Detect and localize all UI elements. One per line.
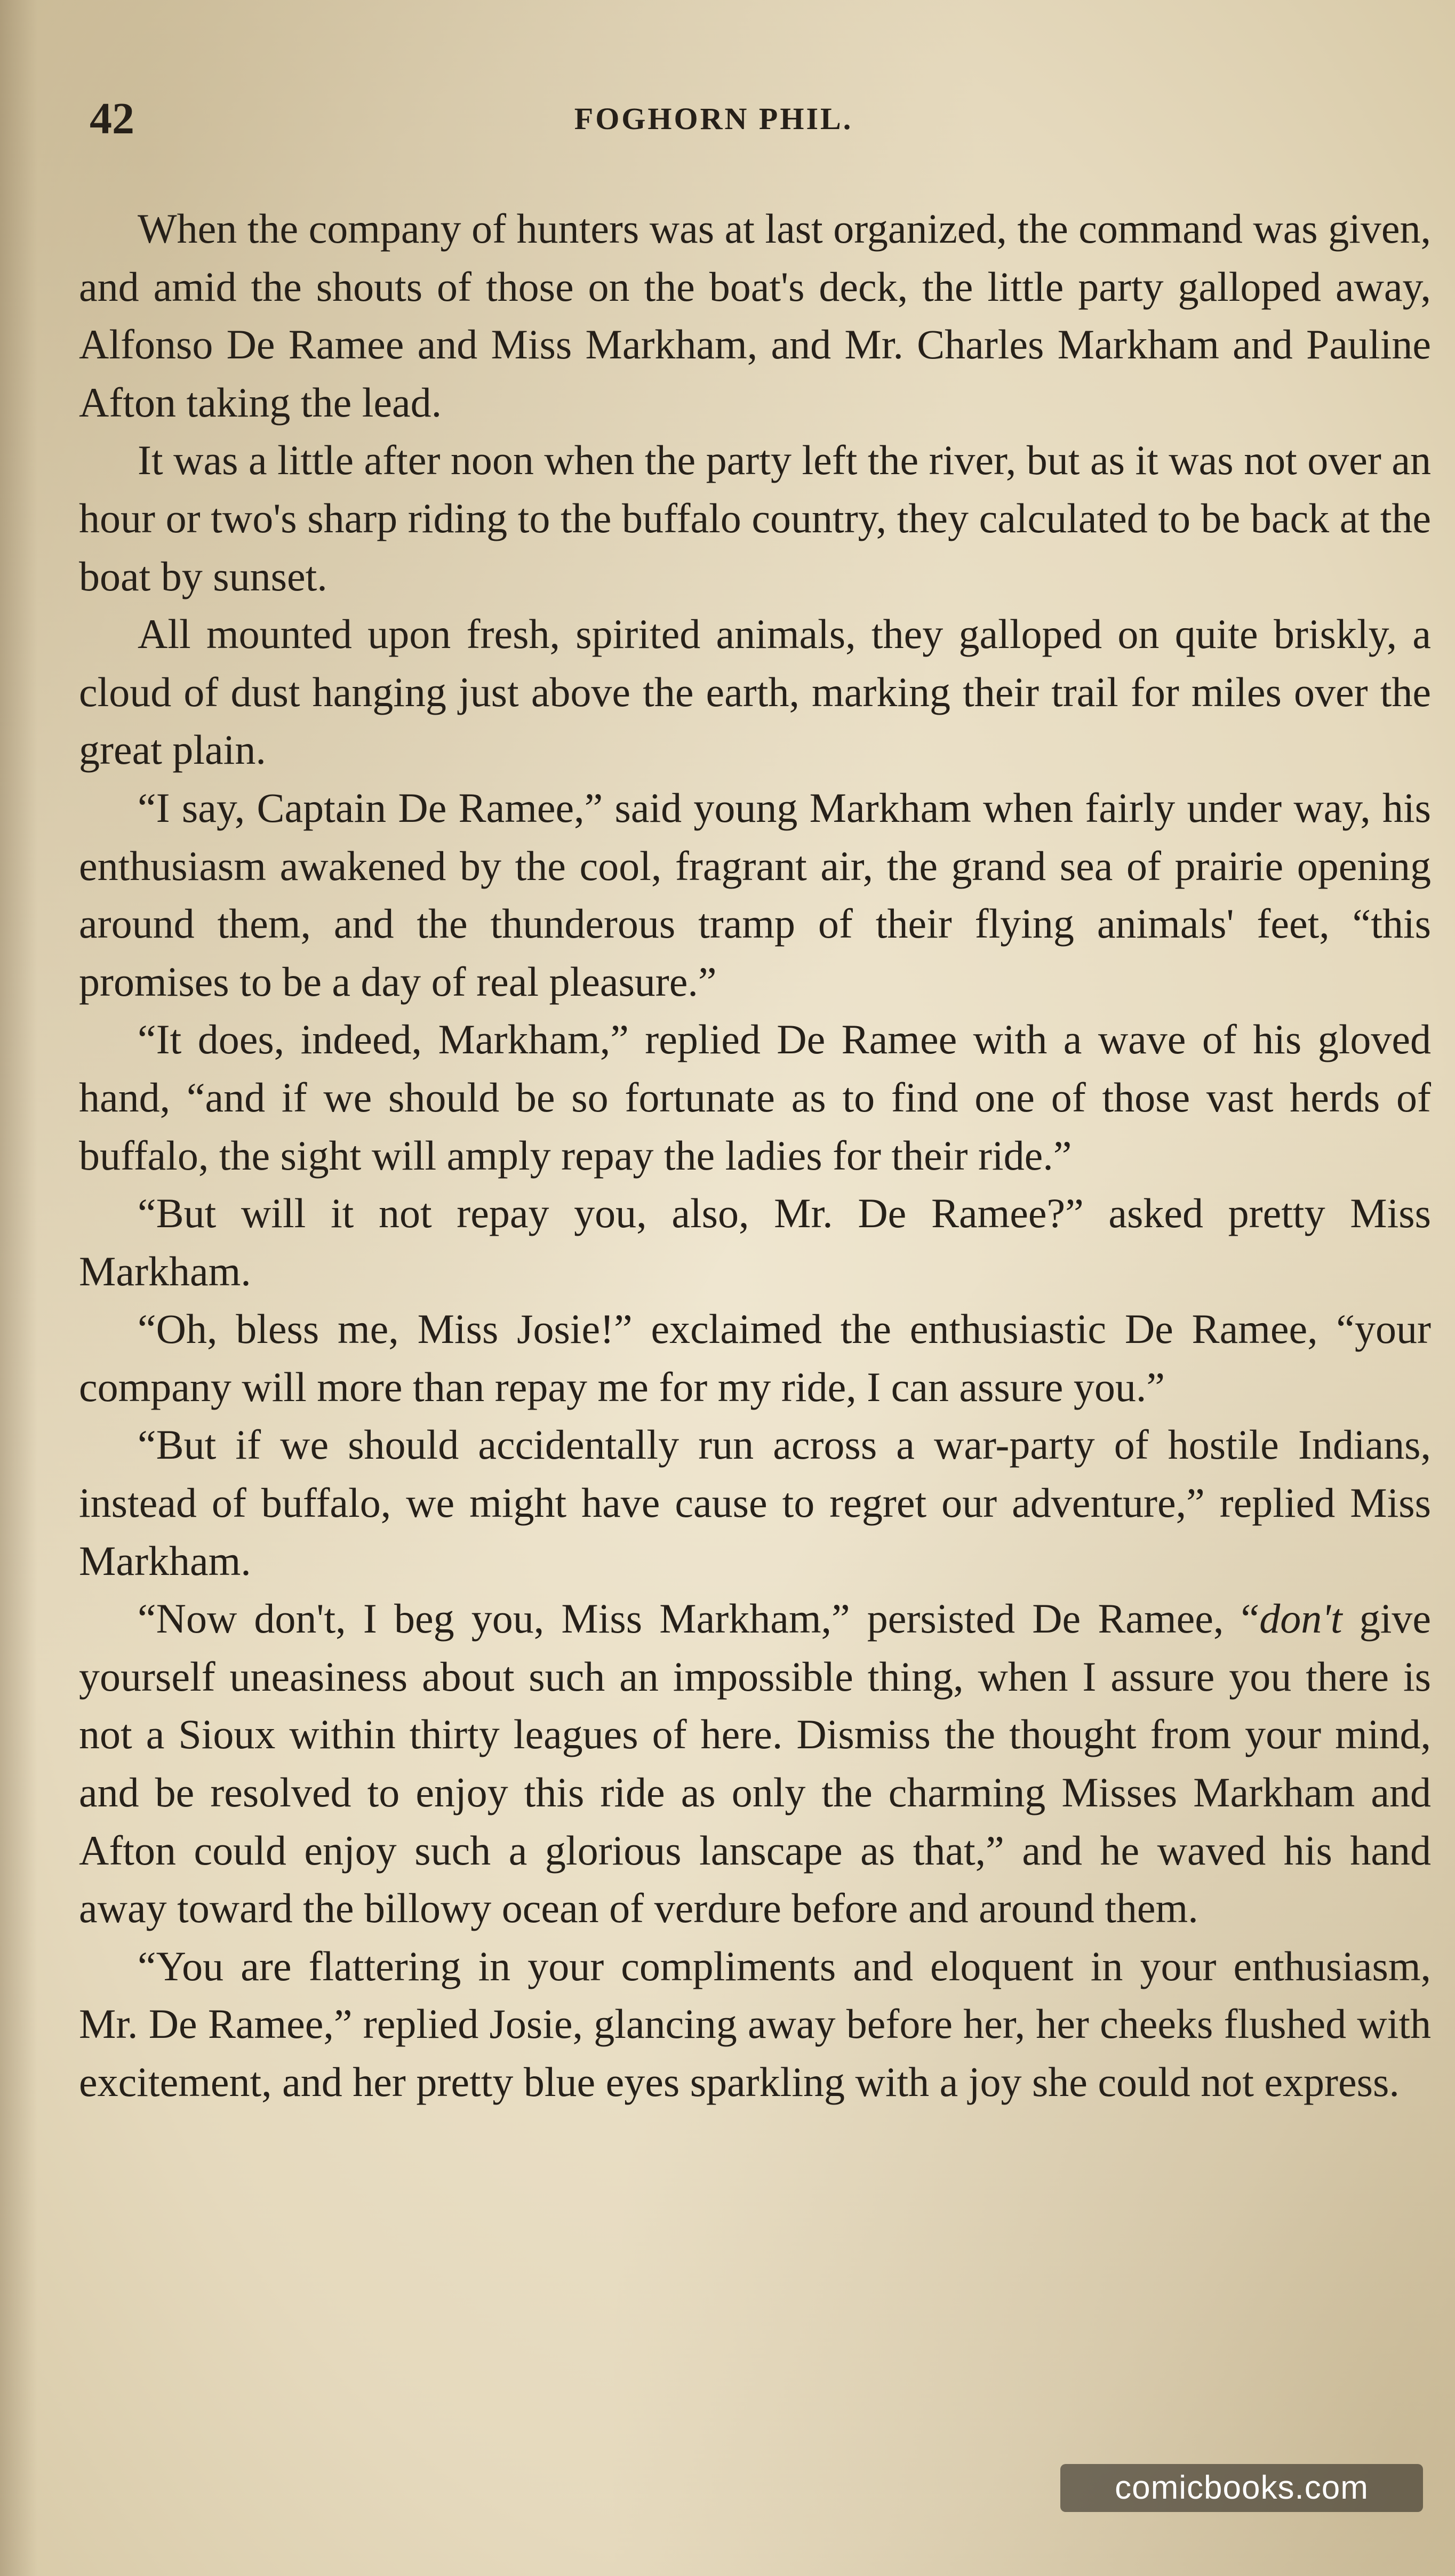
paragraph-9-part-1: “Now don't, I beg you, Miss Markham,” persisted De Ramee, “ <box>138 1595 1260 1642</box>
paragraph-9-italic: don't <box>1259 1595 1342 1642</box>
paragraph-9-part-2: give yourself uneasiness about such an impossible thing, when I assure you there is not a Sioux within thirty leagues of here. Dismiss the thought from your mind, and be resolved to enjoy this ride as only the charming Misses Markham and Afton could enjoy such a glorious lanscape as that,” and he waved his hand away toward the billowy ocean of verdure before and around them. <box>79 1595 1431 1932</box>
watermark-badge <box>1060 2464 1423 2512</box>
paragraph-10: “You are flattering in your compliments and eloquent in your enthusiasm, Mr. De Ramee,” replied Josie, glancing away before her, her cheeks flushed with excitement, and her pretty blue eyes sparkling with a joy she could not express. <box>79 1942 1431 2105</box>
paragraph-2: It was a little after noon when the party left the river, but as it was not over an hour or two's sharp riding to the buffalo country, they calculated to be back at the boat by sunset. <box>79 437 1431 599</box>
paragraph-1: When the company of hunters was at last organized, the command was given, and amid the shouts of those on the boat's deck, the little party galloped away, Alfonso De Ramee and Miss Markham, and Mr. Charles Markham and Pauline Afton taking the lead. <box>79 205 1431 426</box>
page-binding-shadow <box>0 0 37 2576</box>
page-number: 42 <box>90 94 134 143</box>
running-head: FOGHORN PHIL. <box>574 101 853 136</box>
paragraph-6: “But will it not repay you, also, Mr. De Ramee?” asked pretty Miss Markham. <box>79 1190 1431 1294</box>
paragraph-8: “But if we should accidentally run across a war-party of hostile Indians, instead of buffalo, we might have cause to regret our adventure,” replied Miss Markham. <box>79 1421 1431 1584</box>
paragraph-4: “I say, Captain De Ramee,” said young Markham when fairly under way, his enthusiasm awakened by the cool, fragrant air, the grand sea of prairie opening around them, and the thunderous tramp of their flying animals' feet, “this promises to be a day of real pleasure.” <box>79 784 1431 1005</box>
paragraph-7: “Oh, bless me, Miss Josie!” exclaimed the enthusiastic De Ramee, “your company will more than repay me for my ride, I can assure you.” <box>79 1306 1431 1410</box>
body-text <box>79 200 1431 2111</box>
page-header <box>90 90 1338 148</box>
paragraph-9 <box>79 1590 1431 1938</box>
paragraph-3: All mounted upon fresh, spirited animals, they galloped on quite briskly, a cloud of dust hanging just above the earth, marking their trail for miles over the great plain. <box>79 611 1431 773</box>
watermark-text: comicbooks.com <box>1115 2469 1369 2506</box>
paragraph-5: “It does, indeed, Markham,” replied De Ramee with a wave of his gloved hand, “and if we should be so fortunate as to find one of those vast herds of buffalo, the sight will amply repay the ladies for their ride.” <box>79 1016 1431 1179</box>
